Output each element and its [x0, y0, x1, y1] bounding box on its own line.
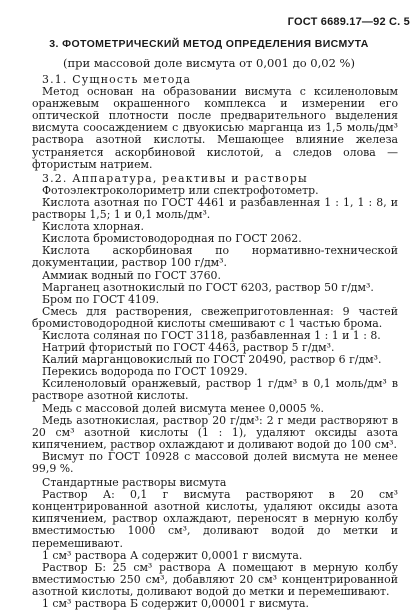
document-body: [32, 74, 398, 610]
reagent-item: Кислота соляная по ГОСТ 3118, разбавленная 1 : 1 и 1 : 8.: [42, 328, 381, 342]
clause-3-2-heading: 3.2. Аппаратура, реактивы и растворы: [42, 171, 308, 185]
clause-3-1-text: Метод основан на образовании висмута с ксиленоловым оранжевым окрашенного комплекса и измерении его оптической плотности после предварительного выделения висмута соосаждением с двуокисью марганца из 1,5 моль/дм³ раствора азотной кислоты. Мешающее влияние железа устраняется аскорбиновой кислотой, а следов олова — фтористым натрием.: [32, 85, 398, 171]
reagent-item: Калий марганцовокислый по ГОСТ 20490, раствор 6 г/дм³.: [42, 353, 382, 367]
reagent-item: Бром по ГОСТ 4109.: [42, 292, 160, 306]
standard-solutions-heading: Стандартные растворы висмута: [42, 476, 227, 490]
reagent-item: Смесь для растворения, свежеприготовленная: 9 частей бромистоводородной кислоты смешивают с 1 частью брома.: [32, 304, 398, 330]
reagent-item: Натрий фтористый по ГОСТ 4463, раствор 5 г/дм³.: [42, 341, 335, 355]
reagent-item: Марганец азотнокислый по ГОСТ 6203, раствор 50 г/дм³.: [42, 280, 374, 294]
solution-b-text: Раствор Б: 25 см³ раствора А помещают в мерную колбу вместимостью 250 см³, добавляют 20 см³ концентрированной азотной кислоты, доливают водой до метки и перемешивают.: [32, 560, 398, 598]
reagent-item: Кислота азотная по ГОСТ 4461 и разбавленная 1 : 1, 1 : 8, и растворы 1,5; 1 и 0,1 моль/дм³.: [32, 195, 398, 222]
reagent-item: Висмут по ГОСТ 10928 с массовой долей висмута не менее 99,9 %.: [32, 449, 398, 475]
reagent-item: Медь с массовой долей висмута менее 0,0005 %.: [42, 401, 324, 415]
reagent-item: Кислота аскорбиновая по нормативно-технической документации, раствор 100 г/дм³.: [32, 244, 398, 270]
clause-3-1-heading: 3.1. Сущность метода: [42, 73, 192, 86]
reagent-item: Кислота хлорная.: [42, 220, 144, 234]
reagent-item: Перекись водорода по ГОСТ 10929.: [42, 365, 248, 379]
solution-a-text: Раствор А: 0,1 г висмута растворяют в 20 см³ концентрированной азотной кислоты, удаляют оксиды азота кипячением, раствор охлаждают, переносят в мерную колбу вместимостью 1000 см³, доливают водой до метки и перемешивают.: [32, 488, 398, 550]
reagent-item: Фотоэлектроколориметр или спектрофотометр.: [42, 183, 319, 197]
reagent-item: Кислота бромистоводородная по ГОСТ 2062.: [42, 232, 302, 246]
section-subtitle: (при массовой доле висмута от 0,001 до 0,02 %): [63, 56, 355, 70]
reagent-item: Аммиак водный по ГОСТ 3760.: [42, 268, 221, 282]
reagent-item: Медь азотнокислая, раствор 20 г/дм³: 2 г меди растворяют в 20 см³ азотной кислоты (1 : 1), удаляют оксиды азота кипячением, раствор охлаждают и доливают водой до 100 см³.: [32, 413, 398, 451]
solution-a-content: 1 см³ раствора А содержит 0,0001 г висмута.: [42, 548, 303, 562]
section-title: 3. ФОТОМЕТРИЧЕСКИЙ МЕТОД ОПРЕДЕЛЕНИЯ ВИСМУТА: [49, 38, 369, 50]
reagent-item: Ксиленоловый оранжевый, раствор 1 г/дм³ в 0,1 моль/дм³ в растворе азотной кислоты.: [32, 377, 398, 403]
solution-b-content: 1 см³ раствора Б содержит 0,00001 г висмута.: [42, 597, 310, 611]
page-header: ГОСТ 6689.17—92 С. 5: [287, 16, 410, 28]
